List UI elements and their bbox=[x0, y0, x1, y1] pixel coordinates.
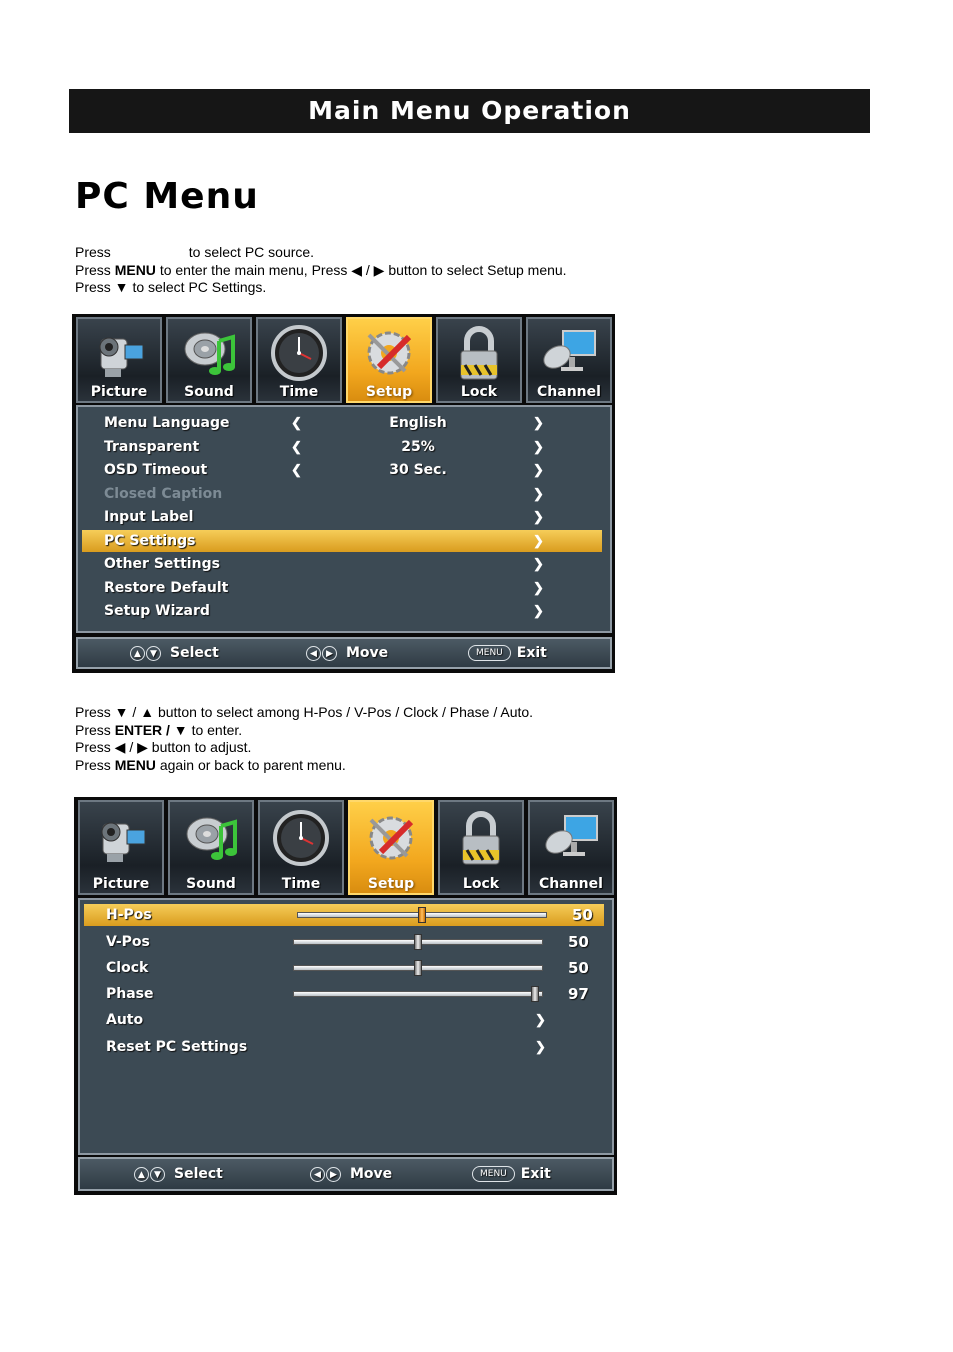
tab-setup[interactable]: Setup bbox=[348, 800, 434, 895]
satellite-dish-icon bbox=[541, 806, 601, 870]
footer-select: ▲ ▼ Select bbox=[134, 1159, 223, 1189]
up-arrow-icon: ▲ bbox=[130, 646, 145, 661]
section-title: Main Menu Operation bbox=[308, 96, 631, 125]
clock-slider[interactable] bbox=[293, 965, 543, 971]
chevron-left-icon[interactable]: ❮ bbox=[291, 462, 302, 477]
right-arrow-icon: ▶ bbox=[326, 1167, 341, 1182]
menu-item-transparent[interactable]: Transparent ❮ 25% ❯ bbox=[78, 436, 610, 458]
chevron-right-icon[interactable]: ❯ bbox=[533, 603, 544, 618]
clock-icon bbox=[271, 806, 331, 870]
pc-settings-list bbox=[78, 898, 614, 1155]
instructions-1: Press to select PC source. Press MENU to enter the main menu, Press ◀ / ▶ button to select Setup menu. Press ▼ to select PC Settings. bbox=[75, 244, 567, 296]
tab-time[interactable]: Time bbox=[256, 317, 342, 403]
chevron-right-icon[interactable]: ❯ bbox=[533, 462, 544, 477]
speaker-note-icon bbox=[181, 806, 241, 870]
page-title: PC Menu bbox=[75, 176, 259, 217]
left-arrow-icon: ◀ bbox=[306, 646, 321, 661]
tab-sound[interactable]: Sound bbox=[168, 800, 254, 895]
menu-item-input-label[interactable]: Input Label ❯ bbox=[78, 506, 610, 528]
menu-key-icon: MENU bbox=[472, 1166, 515, 1182]
tab-lock[interactable]: Lock bbox=[436, 317, 522, 403]
menu-item-reset-pc-settings[interactable]: Reset PC Settings ❯ bbox=[80, 1036, 612, 1058]
tab-channel[interactable]: Channel bbox=[526, 317, 612, 403]
tab-time[interactable]: Time bbox=[258, 800, 344, 895]
slider-thumb[interactable] bbox=[414, 934, 422, 950]
menu-tabs bbox=[78, 800, 614, 895]
instructions-2: Press ▼ / ▲ button to select among H-Pos / V-Pos / Clock / Phase / Auto. Press ENTER / ▼ to enter. Press ◀ / ▶ button to adjust. Press MENU again or back to parent menu. bbox=[75, 704, 534, 774]
menu-item-setup-wizard[interactable]: Setup Wizard ❯ bbox=[78, 600, 610, 622]
right-arrow-icon: ▶ bbox=[322, 646, 337, 661]
down-arrow-icon: ▼ bbox=[146, 646, 161, 661]
menu-item-h-pos[interactable]: H-Pos 50 bbox=[84, 904, 604, 926]
tab-picture[interactable]: Picture bbox=[76, 317, 162, 403]
tab-channel[interactable]: Channel bbox=[528, 800, 614, 895]
tab-lock[interactable]: Lock bbox=[438, 800, 524, 895]
pc-settings-screen bbox=[74, 797, 617, 1195]
chevron-right-icon[interactable]: ❯ bbox=[535, 1039, 546, 1054]
section-header-bar bbox=[69, 89, 870, 133]
up-arrow-icon: ▲ bbox=[134, 1167, 149, 1182]
camcorder-icon bbox=[89, 323, 149, 383]
satellite-dish-icon bbox=[539, 323, 599, 383]
menu-item-clock[interactable]: Clock 50 bbox=[106, 959, 589, 977]
footer-select: ▲ ▼ Select bbox=[130, 639, 219, 667]
menu-item-osd-timeout[interactable]: OSD Timeout ❮ 30 Sec. ❯ bbox=[78, 459, 610, 481]
menu-item-v-pos[interactable]: V-Pos 50 bbox=[106, 933, 589, 951]
slider-thumb[interactable] bbox=[414, 960, 422, 976]
setup-menu-list bbox=[76, 405, 612, 633]
chevron-left-icon[interactable]: ❮ bbox=[291, 439, 302, 454]
chevron-right-icon[interactable]: ❯ bbox=[533, 556, 544, 571]
chevron-right-icon[interactable]: ❯ bbox=[533, 415, 544, 430]
chevron-right-icon: ❯ bbox=[533, 486, 544, 501]
menu-key-icon: MENU bbox=[468, 645, 511, 661]
menu-tabs bbox=[76, 317, 612, 403]
menu-item-restore-default[interactable]: Restore Default ❯ bbox=[78, 577, 610, 599]
footer-move: ◀ ▶ Move bbox=[310, 1159, 392, 1189]
menu-item-pc-settings[interactable]: PC Settings ❯ bbox=[82, 530, 602, 552]
chevron-right-icon[interactable]: ❯ bbox=[535, 1012, 546, 1027]
camcorder-icon bbox=[91, 806, 151, 870]
chevron-right-icon[interactable]: ❯ bbox=[533, 509, 544, 524]
padlock-icon bbox=[451, 806, 511, 870]
left-arrow-icon: ◀ bbox=[310, 1167, 325, 1182]
h-pos-slider[interactable] bbox=[297, 912, 547, 918]
chevron-right-icon[interactable]: ❯ bbox=[533, 533, 544, 548]
v-pos-slider[interactable] bbox=[293, 939, 543, 945]
tools-gear-icon bbox=[361, 806, 421, 870]
slider-thumb[interactable] bbox=[531, 986, 539, 1002]
chevron-right-icon[interactable]: ❯ bbox=[533, 580, 544, 595]
slider-thumb[interactable] bbox=[418, 907, 426, 923]
phase-slider[interactable] bbox=[293, 991, 543, 997]
menu-item-other-settings[interactable]: Other Settings ❯ bbox=[78, 553, 610, 575]
chevron-right-icon[interactable]: ❯ bbox=[533, 439, 544, 454]
menu-item-menu-language[interactable]: Menu Language ❮ English ❯ bbox=[78, 412, 610, 434]
footer-exit: MENU Exit bbox=[472, 1159, 551, 1189]
down-arrow-icon: ▼ bbox=[150, 1167, 165, 1182]
tools-gear-icon bbox=[359, 323, 419, 383]
footer-move: ◀ ▶ Move bbox=[306, 639, 388, 667]
menu-footer bbox=[78, 1157, 614, 1191]
menu-item-closed-caption: Closed Caption ❯ bbox=[78, 483, 610, 505]
menu-item-auto[interactable]: Auto ❯ bbox=[80, 1009, 612, 1031]
menu-footer bbox=[76, 637, 612, 669]
tab-sound[interactable]: Sound bbox=[166, 317, 252, 403]
speaker-note-icon bbox=[179, 323, 239, 383]
tab-picture[interactable]: Picture bbox=[78, 800, 164, 895]
footer-exit: MENU Exit bbox=[468, 639, 547, 667]
setup-menu-screen bbox=[72, 314, 615, 673]
clock-icon bbox=[269, 323, 329, 383]
menu-item-phase[interactable]: Phase 97 bbox=[106, 985, 589, 1003]
chevron-left-icon[interactable]: ❮ bbox=[291, 415, 302, 430]
tab-setup[interactable]: Setup bbox=[346, 317, 432, 403]
padlock-icon bbox=[449, 323, 509, 383]
